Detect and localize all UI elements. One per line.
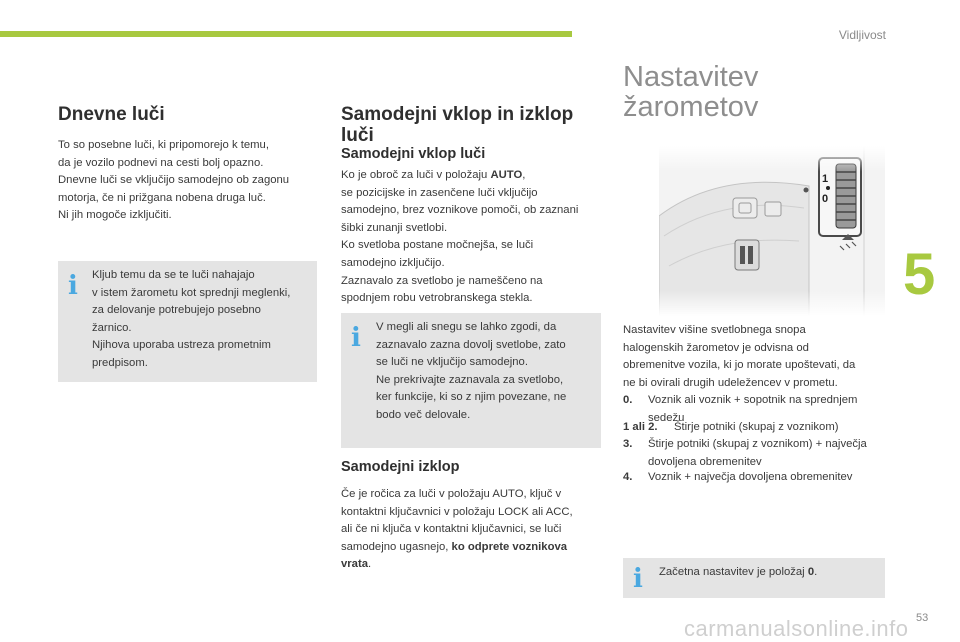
list-item: 3. Štirje potniki (skupaj z voznikom) + največja dovoljena obremenitev: [623, 438, 867, 468]
auto-off-subtitle: Samodejni izklop: [341, 459, 460, 475]
auto-lights-title: Samodejni vklop in izklop luči: [341, 104, 574, 146]
dashboard-drawing: [659, 146, 885, 316]
top-accent-bar: [0, 31, 572, 37]
info-icon: i: [351, 323, 361, 353]
auto-off-body: Če je ročica za luči v položaju AUTO, ključ v kontaktni ključavnici v položaju LOCK ali ACC, ali če ni ključa v kontaktni ključavnici, se luči samodejno ugasnejo, ko odprete voznikova vrata.: [341, 488, 573, 571]
info-icon: i: [633, 564, 643, 594]
info-icon: i: [68, 271, 78, 301]
section-label: Vidljivost: [838, 28, 886, 42]
list-item: 4. Voznik + največja dovoljena obremenitev: [623, 471, 853, 483]
info-box-daytime: i Kljub temu da se te luči nahajajo v istem žarometu kot sprednji meglenki, za delovanje potrebujejo posebno žarnico. Njihova uporaba ustreza prometnim predpisom.: [58, 261, 317, 382]
headlamp-dial-illustration: [659, 146, 885, 316]
info-box-initial-setting: i Začetna nastavitev je položaj 0.: [623, 558, 885, 598]
daytime-lights-title: Dnevne luči: [58, 104, 165, 125]
page-number: 53: [916, 612, 929, 624]
headlamp-adjust-title: Nastavitev žarometov: [623, 61, 759, 123]
info-box-fog: i V megli ali snegu se lahko zgodi, da zaznavalo zazna dovolj svetlobe, zato se luči ne vključijo samodejno. Ne prekrivajte zaznavala za svetlobo, ker funkcije, ki so z njim povezane, ne bodo več delovale.: [341, 313, 601, 448]
auto-on-body: Ko je obroč za luči v položaju AUTO, se pozicijske in zasenčene luči vključijo samodejno, brez voznikove pomoči, ob zaznani šibki zunanji svetlobi. Ko svetloba postane močnejša, se luči samodejno izključijo. Zaznavalo za svetlobo je nameščeno na spodnjem robu vetrobranskega stekla.: [341, 169, 579, 305]
chapter-number: 5: [903, 242, 936, 307]
list-item: 0. Voznik ali voznik + sopotnik na sprednjem sedežu: [623, 394, 858, 424]
list-item: 1 ali 2. Štirje potniki (skupaj z voznikom): [623, 421, 839, 433]
watermark: carmanualsonline.info: [684, 616, 909, 641]
headlamp-adjust-intro: Nastavitev višine svetlobnega snopa halogenskih žarometov je odvisna od obremenitve vozila, ki jo morate upoštevati, da ne bi ovirali drugih udeležencev v prometu.: [623, 324, 856, 389]
daytime-lights-body: To so posebne luči, ki pripomorejo k temu, da je vozilo podnevi na cesti bolj opazno. Dnevne luči se vključijo samodejno ob zagonu motorja, če ni prižgana nobena druga luč. Ni jih mogoče izključiti.: [58, 139, 290, 222]
auto-on-subtitle: Samodejni vklop luči: [341, 146, 486, 162]
